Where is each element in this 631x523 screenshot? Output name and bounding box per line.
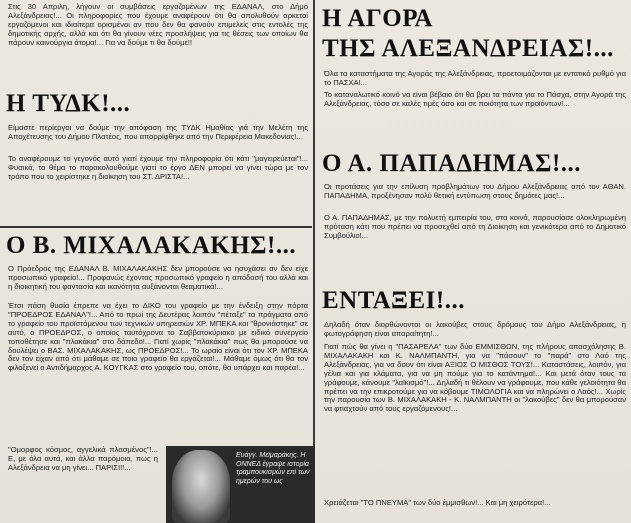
papadimas-paragraph-2: Ο Α. ΠΑΠΑΔΗΜΑΣ, με την πολυετή εμπειρία του, στα κοινά, παρουσίασε ολοκληρωμένη πρόταση κάτι που πρέπει να προσεχθεί από τη Διοίκηση και γενικότερα από το Δημοτικό Συμβούλιο!... — [324, 213, 626, 240]
section-rule — [0, 226, 312, 228]
tydk-paragraph-1: Είμαστε περίεργοι να δούμε την απόφαση της ΤΥΔΚ Ημαθίας γιά την Μελέτη της Αποχέτευσης του Δήμου Πλατέος, που απορρίφθηκε από την Περιφέρεια Μακεδονίας!... — [8, 123, 308, 141]
michalakakis-paragraph-3: "Ομορφος κόσμος, αγγελικά πλασμένος"!... Ε, με όλα αυτά, και άλλα παρόμοια, πως η Αλεξάνδρεια να μη γίνει... ΠΑΡΙΣΙ!!... — [8, 445, 158, 472]
entaxei-paragraph-3: Χρειάζεται "ΤΟ ΠΝΕΥΜΑ" των δύο έμμισθων!... Και μη χειρότερα!... — [324, 498, 551, 507]
right-column — [318, 0, 631, 523]
column-divider — [313, 0, 315, 523]
left-column — [0, 0, 312, 523]
entaxei-paragraph-1: Δηλαδή όταν διορθώνονται οι λακούβες στους δρόμους του Δήμο Αλεξάνδρειας, η φωτογράφηση είναι απαραίτητη!... — [324, 320, 626, 338]
michalakakis-paragraph-2: Έτσι πάση θυσία έπρεπε να έχει το ΔΙΚΟ του γραφείο με την ένδειξη στην πόρτα "ΠΡΟΕΔΡΟΣ ΕΔΑΝΑΛ"!... Από το πρωί της Δευτέρας λοιπόν "πέταξε" τα πράγματα από το γραφείο του προϊστάμενου των τεχνικών υπηρεσιών ΧΡ. ΜΠΕΚΑ και "θρονιάστηκε" σε αυτό, ο ΠΡΟΕΔΡΟΣ, ο οποίος ταυτόχρονα το Σαββατοκύριακο με ειδικό συνεργείο τοποθέτησε και "πλακάκια" στο δάπεδο!... Γιατί χωρίς "πλακάκια" πως θα μπορούσε να δουλέψει ο ΒΑΣ. ΜΙΧΑΛΑΚΑΚΗΣ, ως ΠΡΟΕΔΡΟΣ!... Το ωραίο είναι ότι τον ΧΡ. ΜΠΕΚΑ δεν τον είχαν από ότι μάθαμε σε ποιο γραφείο θα εργάζεται!... Μάθαμε όμως ότι θα τον φιλοξενεί ο Αντιδήμαρχος Α. ΚΟΥΓΚΑΣ στο γραφείο του, οπότε, θα υπάρχει και παρέα!... — [8, 301, 308, 373]
entaxei-paragraph-2: Γιατί πώς θα γίνει η "ΠΑΣΑΡΕΛΑ" των δύο ΕΜΜΙΣΘΩΝ, της πλήρους απασχόλησης Β. ΜΙΧΑΛΑΚΑΚΗ και Κ. ΝΑΛΜΠΑΝΤΗ, για να "πάσουν" το "παρά" στο Λαό της Αλεξάνδρειας, για να δουν ότι είναι ΑΞΙΟΣ Ο ΜΙΣΘΟΣ ΤΟΥΣ!... Καταστάσεις, λοιπόν, για γέλια και για κλάματα, για να μη πούμε για το κατάντημα!... Και μετά όταν τους τα γράφουμε, κάνουμε "λαϊκισμό"!... Δηλαδή τι θέλουν να γράφουμε, που κάθε γελοιότητα θα πρέπει να την επικροτούμε για να κόβουμε ΤΙΜΟΛΟΓΙΑ και να πληρώνει ο Λαός!... Χωρίς την παρουσία των Β. ΜΙΧΑΛΑΚΑΚΗ - Κ. ΝΑΛΜΠΑΝΤΗ οι "λακούβες" δεν θα μπορούσαν να φτιαχτούν από τους εργαζόμενους!... — [324, 342, 626, 414]
photo-caption: Ευάγγ. Μεϊμαράκης. Η ΟΝΝΕΔ έγραψε ιστορία τραμπουκισμών επί των ημερών του ως — [236, 452, 310, 485]
tydk-heading: Η ΤΥΔΚ!... — [6, 90, 131, 117]
michalakakis-paragraph-1: Ο Πρόεδρος της ΕΔΑΝΑΛ Β. ΜΙΧΑΛΑΚΑΚΗΣ δεν μπορούσε να ησυχάσει αν δεν είχε προσωπικό γραφείο!... Προφανώς έχοντας προσωπικό γραφείο η απόδοσή του αλλά και η διοικητική του φαντασία και ικανότητα αυξάνονται θεαματικά!... — [8, 264, 308, 291]
intro-paragraph: Στις 30 Απριλη, λήγουν οι συμβάσεις εργαζομένων της ΕΔΑΝΑΛ, στο Δήμο Αλεξάνδρειας!... Οι πληροφορίες που έχουμε αναφέρουν ότι θα απολυθούν αρκετοί εργαζόμενοι και ιδιαίτερα ορισμένοι αν που δεν θα φανούν επιμελείς στις εντολές της δημοτικής αρχής, αλλά και ότι θα γίνουν νέες προσλήψεις για τις θέσεις των οποίων θα πάρουν καινούργια άτομα!... Για να δούμε τι θα δούμε!! — [8, 2, 308, 47]
michalakakis-heading: Ο Β. ΜΙΧΑΛΑΚΑΚΗΣ!... — [6, 232, 297, 259]
tydk-paragraph-2: Το αναφέρουμε το γεγονός αυτό γιατί έχουμε την πληροφορία ότι κάτι "μαγειρεύεται"!... Φυσικά, το θέμα το παρακολουθούμε γιατί το έργο ΔΕΝ μπορεί να γίνει τώρα με τον τρόπο που το χειρίστηκε η διοίκηση του ΣΤ. ΔΡΙΣΤΑ!... — [8, 154, 308, 181]
entaxei-heading: ΕΝΤΑΞΕΙ!... — [322, 287, 465, 314]
agora-paragraph-2: Το καταναλωτικό κοινό να είναι βέβαιο ότι θα βρει τα πάντα για το Πάσχα, στην Αγορά της Αλεξάνδρειας, τόσο σε καλές τιμές όσο και σε ποιότητα των προϊόντων!... — [324, 90, 626, 108]
papadimas-heading: Ο Α. ΠΑΠΑΔΗΜΑΣ!... — [322, 150, 582, 177]
photo — [166, 446, 315, 523]
agora-paragraph-1: Όλα τα καταστήματα της Αγοράς της Αλεξάνδρειας, προετοιμάζονται με εντατικό ρυθμό για το ΠΑΣΧΑ!... — [324, 69, 627, 87]
papadimas-paragraph-1: Οι προτάσεις για την επίλυση προβλημάτων του Δήμου Αλεξάνδρειας από τον ΑΘΑΝ. ΠΑΠΑΔΗΜΑ, προξένησαν πολύ θετική εντύπωση στους δημότες μας!... — [324, 182, 626, 200]
agora-heading: Η ΑΓΟΡΑ ΤΗΣ ΑΛΕΞΑΝΔΡΕΙΑΣ!... — [322, 5, 614, 62]
portrait-image — [172, 450, 230, 523]
